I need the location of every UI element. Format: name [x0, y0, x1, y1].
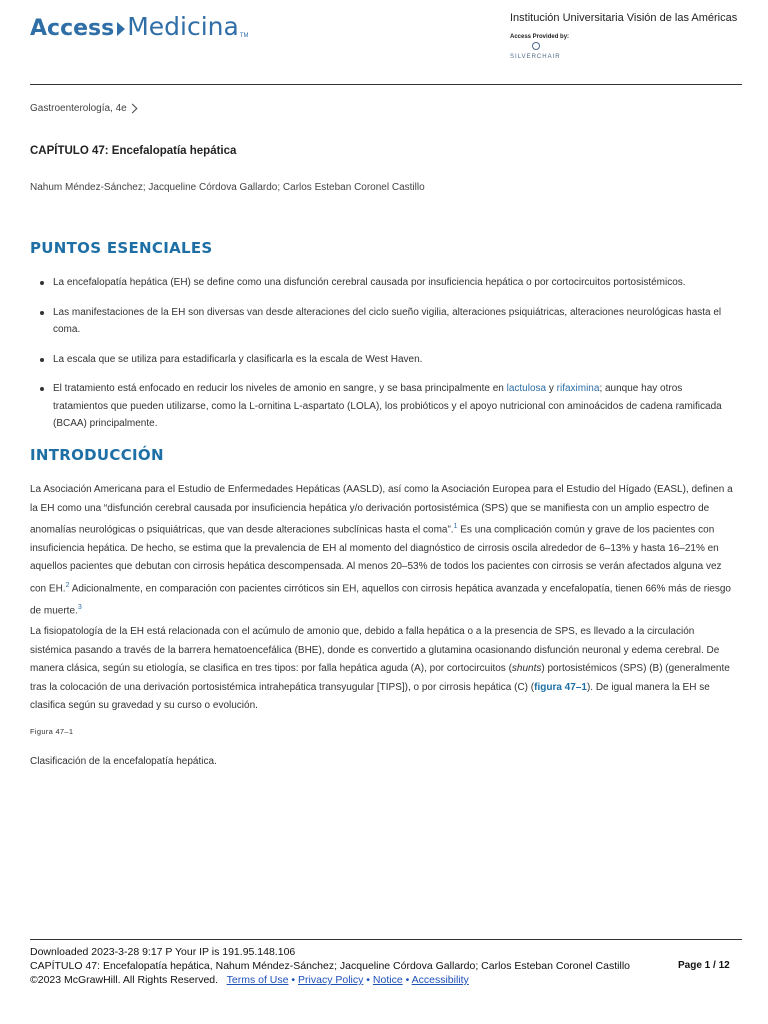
intro-paragraph-2: [30, 623, 738, 716]
figure-label: Figura 47–1: [30, 727, 74, 736]
figure-47-1-link[interactable]: figura 47–1: [534, 681, 587, 693]
paragraph-text: La fisiopatología de la EH está relacionada con el acúmulo de amonio que, debido a falla hepática o a la presencia de SPS, es llevado a la circulación sistémica pasando a través de la barrera hematoencefálica (BHE), donde es convertido a glutamina ocasionando disfunción neuronal y edema cerebral. De manera clásica, según su etiología, se clasifica en tres tipos: por falla hepática aguda (A), por cortocircuitos (: [30, 626, 720, 674]
logo-trademark: TM: [239, 33, 249, 39]
key-point-text: El tratamiento está enfocado en reducir los niveles de amonio en sangre, y se basa principalmente en: [53, 383, 507, 394]
link-separator: •: [291, 974, 296, 986]
key-point-text: ; aunque hay otros tratamientos que pueden utilizarse, como la L-ornitina L-aspartato (LOLA), los probióticos y el apoyo nutricional con aminoácidos de cadena ramificada (BCAA) principalmente.: [53, 383, 722, 429]
logo-access-text: Access: [30, 16, 115, 41]
citation-line: CAPÍTULO 47: Encefalopatía hepática, Nahum Méndez-Sánchez; Jacqueline Córdova Gallardo; Carlos Esteban Coronel Castillo: [30, 960, 630, 972]
paragraph-text: La Asociación Americana para el Estudio de Enfermedades Hepáticas (AASLD), así como la Asociación Europea para el Estudio del Hígado (EASL), definen a la EH como una “disfunción cerebral causada por insuficiencia hepática y/o derivación portosistémica (SPS) que se manifiesta con un amplio espectro de anomalías neurológicas o psiquiátricas, que van desde alteraciones subclínicas hasta el coma”.: [30, 484, 733, 536]
chapter-title: CAPÍTULO 47: Encefalopatía hepática: [30, 145, 237, 157]
footer-divider: [30, 939, 742, 940]
privacy-policy-link[interactable]: Privacy Policy: [298, 974, 364, 986]
provided-by-label: Access Provided by:: [510, 34, 570, 40]
key-point-text: y: [546, 383, 557, 394]
breadcrumb-book[interactable]: Gastroenterología, 4e: [30, 103, 127, 114]
page-number: Page 1 / 12: [678, 960, 730, 971]
copyright-line: [30, 973, 630, 987]
accessibility-link[interactable]: Accessibility: [411, 974, 469, 986]
key-point: La encefalopatía hepática (EH) se define como una disfunción cerebral causada por insuficiencia hepática o por cortocircuitos portosistémicos.: [30, 274, 730, 292]
link-separator: •: [405, 974, 410, 986]
silverchair-emblem-icon: [532, 42, 540, 50]
key-point: [30, 380, 730, 433]
breadcrumb[interactable]: [30, 103, 136, 114]
figure-caption: Clasificación de la encefalopatía hepática.: [30, 756, 217, 767]
reference-link-3[interactable]: 3: [77, 603, 82, 611]
key-point: La escala que se utiliza para estadificarla y clasificarla es la escala de West Haven.: [30, 351, 730, 369]
paragraph-text: Adicionalmente, en comparación con pacientes cirróticos sin EH, aquellos con cirrosis hepática avanzada y encefalopatía, tienen 66% más de riesgo de muerte.: [30, 583, 731, 616]
header-divider: [30, 84, 742, 85]
section-heading-introduccion: INTRODUCCIÓN: [30, 446, 164, 464]
section-heading-puntos-esenciales: PUNTOS ESENCIALES: [30, 239, 213, 257]
download-info: Downloaded 2023-3-28 9:17 P Your IP is 191.95.148.106: [30, 946, 296, 958]
terms-of-use-link[interactable]: Terms of Use: [226, 974, 289, 986]
site-header: [0, 0, 768, 84]
logo-medicina-text: Medicina: [127, 12, 239, 41]
paragraph-text: ). De igual manera la EH se clasifica según su gravedad y su curso o evolución.: [30, 681, 710, 711]
link-separator: •: [366, 974, 370, 986]
page-footer: [30, 945, 630, 987]
reference-link-2[interactable]: 2: [65, 581, 70, 589]
chevron-right-icon: [127, 104, 137, 114]
accessmedicina-logo[interactable]: [30, 12, 249, 41]
institution-name: Institución Universitaria Visión de las Américas: [510, 12, 738, 24]
rifaximina-link[interactable]: rifaximina: [556, 383, 600, 394]
key-points-list: [30, 274, 730, 445]
logo-arrow-icon: [117, 22, 125, 36]
key-point: Las manifestaciones de la EH son diversas van desde alteraciones del ciclo sueño vigilia, alteraciones psiquiátricas, alteraciones neurológicas hasta el coma.: [30, 304, 730, 339]
silverchair-logo: [508, 42, 568, 66]
paragraph-text: Es una complicación común y grave de los pacientes con insuficiencia hepática. De hecho, se estima que la prevalencia de EH al momento del diagnóstico de cirrosis oscila alrededor de 6–13% y hasta 16–21% en aquellos pacientes que debutan con cirrosis hepática descompensada. Al menos 20–53% de todos los pacientes con cirrosis se verán afectados alguna vez con EH.: [30, 524, 722, 595]
reference-link-1[interactable]: 1: [453, 523, 458, 530]
intro-paragraph-1: [30, 481, 738, 620]
lactulosa-link[interactable]: lactulosa: [506, 383, 547, 394]
notice-link[interactable]: Notice: [372, 974, 403, 986]
copyright-text: ©2023 McGrawHill. All Rights Reserved.: [30, 974, 219, 986]
silverchair-logo-text: SILVERCHAIR: [510, 54, 561, 60]
shunts-term: shunts: [511, 663, 542, 674]
chapter-authors: Nahum Méndez-Sánchez; Jacqueline Córdova Gallardo; Carlos Esteban Coronel Castillo: [30, 182, 425, 193]
paragraph-text: ) portosistémicos (SPS) (B) (generalmente tras la colocación de una derivación portosistémica intrahepática transyugular [TIPS]), o por cirrosis hepática (C) (: [30, 663, 730, 693]
